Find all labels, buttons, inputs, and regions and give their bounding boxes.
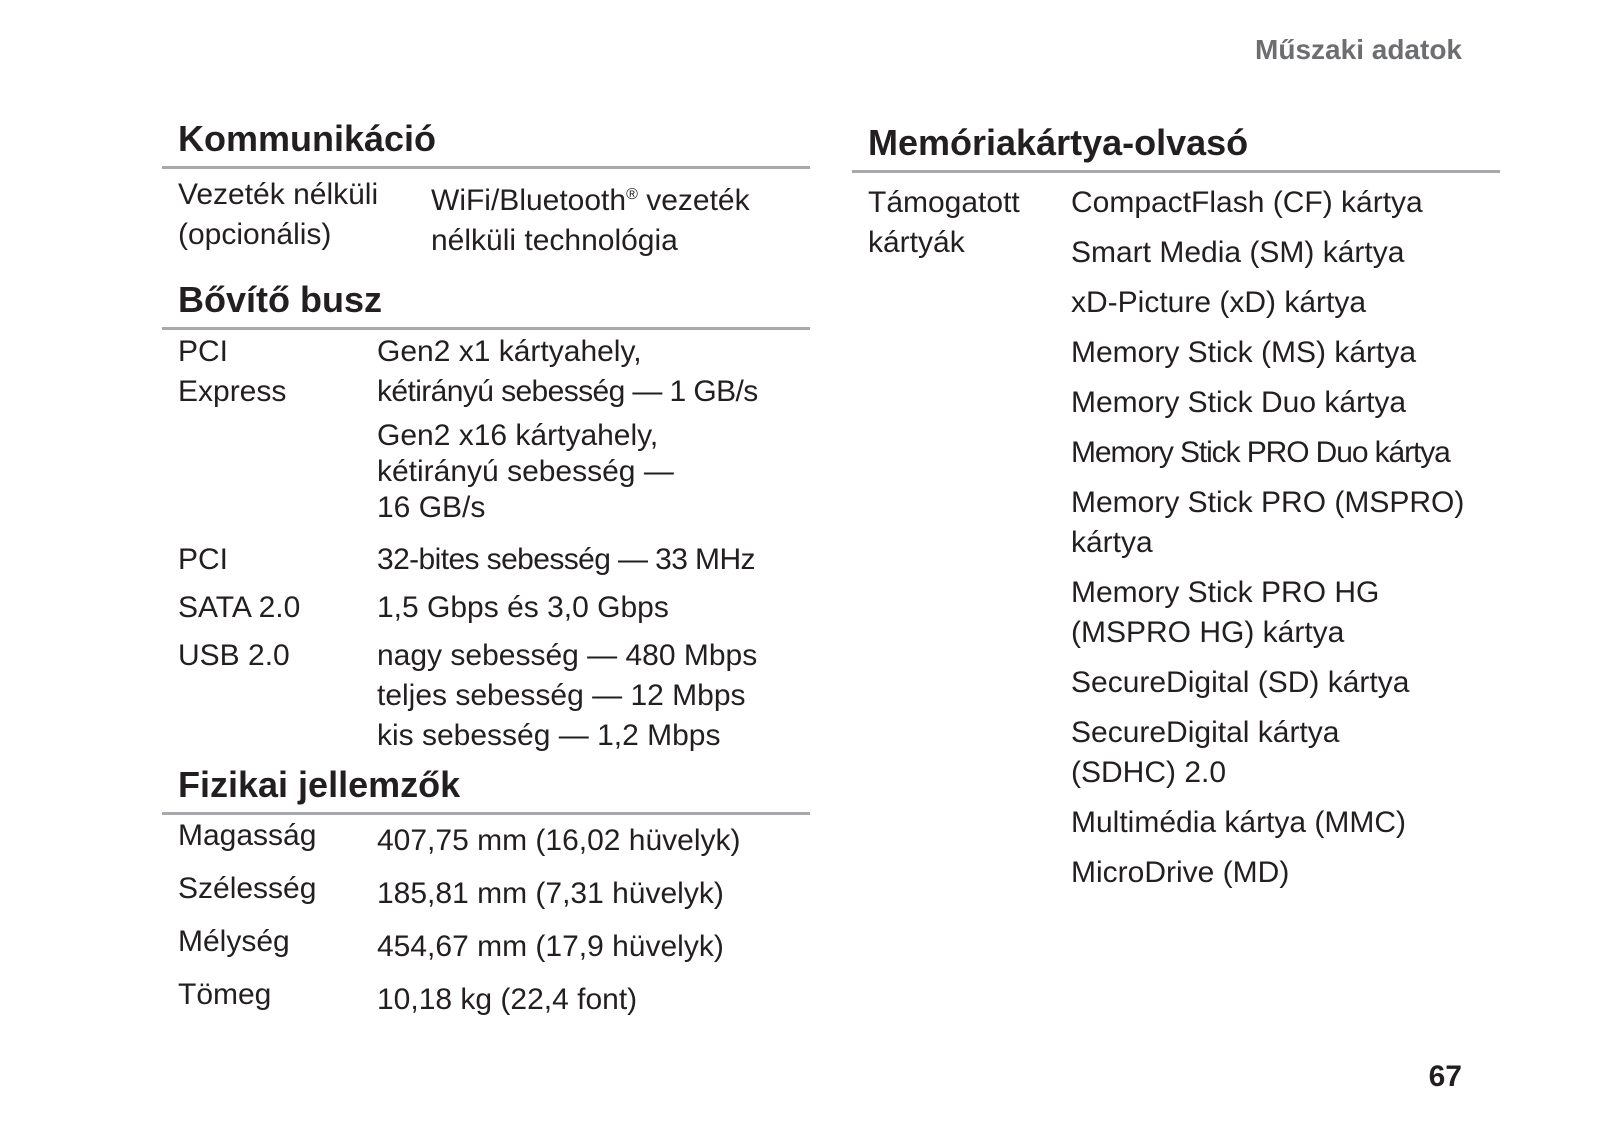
- label-line: PCI: [178, 543, 229, 576]
- spec-values: [431, 175, 810, 261]
- registered-mark: ®: [626, 186, 638, 203]
- label-line: Vezeték nélküli: [178, 178, 379, 211]
- list-item: [1071, 483, 1500, 563]
- label-line: Támogatott: [868, 186, 1020, 219]
- card-list: [1071, 183, 1500, 903]
- card-line: Memory Stick (MS) kártya: [1071, 336, 1417, 369]
- spec-row-pci: [162, 540, 810, 580]
- value-line: Gen2 x16 kártyahely,: [377, 419, 659, 452]
- value-line: nagy sebesség — 480 Mbps: [377, 639, 758, 672]
- label-line: kártyák: [868, 226, 965, 259]
- spec-label: [178, 636, 377, 756]
- spec-row-weight: [162, 980, 810, 1020]
- list-item: [1071, 853, 1500, 893]
- card-line: Memory Stick PRO Duo kártya: [1071, 436, 1450, 469]
- page-number: 67: [1428, 1060, 1462, 1093]
- spec-label: Szélesség: [178, 872, 317, 905]
- spec-label: Tömeg: [178, 978, 272, 1011]
- physical-table: [162, 821, 810, 1020]
- list-item: [1071, 283, 1500, 323]
- spec-row-width: [162, 874, 810, 914]
- label-line: (opcionális): [178, 218, 332, 251]
- value-line: 16 GB/s: [377, 491, 486, 524]
- card-line: (SDHC) 2.0: [1071, 756, 1227, 789]
- value-line: 32-bites sebesség — 33 MHz: [377, 543, 755, 576]
- spec-label: [178, 540, 377, 580]
- spec-row-depth: [162, 927, 810, 967]
- value-line: kétirányú sebesség —: [377, 455, 674, 488]
- card-line: Multimédia kártya (MMC): [1071, 806, 1407, 839]
- spec-row-usb: [162, 636, 810, 756]
- card-line: Memory Stick Duo kártya: [1071, 386, 1407, 419]
- spec-value: 454,67 mm (17,9 hüvelyk): [377, 930, 724, 963]
- section-title-card-reader: Memóriakártya-olvasó: [852, 122, 1500, 173]
- card-line: Smart Media (SM) kártya: [1071, 236, 1405, 269]
- value-line: Gen2 x1 kártyahely,: [377, 335, 642, 368]
- spec-row-sata: [162, 588, 810, 628]
- spec-values: [377, 636, 810, 756]
- list-item: [1071, 573, 1500, 653]
- left-column: [162, 118, 810, 1033]
- card-line: SecureDigital kártya: [1071, 716, 1340, 749]
- spec-label: Mélység: [178, 925, 290, 958]
- label-line: PCI: [178, 335, 229, 368]
- spec-row-supported-cards: [852, 183, 1500, 903]
- list-item: [1071, 433, 1500, 473]
- spec-label: [178, 588, 377, 628]
- card-line: Memory Stick PRO HG: [1071, 576, 1380, 609]
- value-line: teljes sebesség — 12 Mbps: [377, 679, 746, 712]
- card-line: CompactFlash (CF) kártya: [1071, 186, 1423, 219]
- list-item: [1071, 383, 1500, 423]
- spec-row-pci-express: [162, 332, 810, 532]
- spec-values: [377, 332, 810, 532]
- spec-row-wireless: [162, 175, 810, 261]
- spec-value: 185,81 mm (7,31 hüvelyk): [377, 877, 724, 910]
- running-head-title: Műszaki adatok: [1255, 34, 1462, 65]
- value-group: [377, 418, 810, 526]
- spec-values: [377, 540, 810, 580]
- value-line: 1,5 Gbps és 3,0 Gbps: [377, 591, 669, 624]
- list-item: [1071, 333, 1500, 373]
- value-line: kis sebesség — 1,2 Mbps: [377, 719, 721, 752]
- card-line: Memory Stick PRO (MSPRO): [1071, 486, 1465, 519]
- expansion-bus-table: [162, 332, 810, 756]
- card-line: MicroDrive (MD): [1071, 856, 1290, 889]
- card-line: SecureDigital (SD) kártya: [1071, 666, 1410, 699]
- spec-value: 10,18 kg (22,4 font): [377, 983, 638, 1016]
- spec-label: [868, 183, 1071, 903]
- label-line: SATA 2.0: [178, 591, 301, 624]
- card-line: kártya: [1071, 526, 1153, 559]
- spec-row-height: [162, 821, 810, 861]
- value-text: WiFi/Bluetooth: [431, 184, 627, 217]
- section-title-physical: Fizikai jellemzők: [162, 764, 810, 815]
- spec-label: Magasság: [178, 819, 317, 852]
- spec-values: [377, 588, 810, 628]
- card-line: xD-Picture (xD) kártya: [1071, 286, 1367, 319]
- section-title-expansion-bus: Bővítő busz: [162, 279, 810, 330]
- list-item: [1071, 233, 1500, 273]
- section-title-communication: Kommunikáció: [162, 118, 810, 169]
- value-line: nélküli technológia: [431, 224, 678, 257]
- value-line: [431, 175, 810, 221]
- spec-label: [178, 332, 377, 532]
- right-column: [852, 122, 1500, 903]
- value-text: vezeték: [637, 184, 750, 217]
- label-line: Express: [178, 375, 287, 408]
- spec-label: [178, 175, 431, 261]
- list-item: [1071, 183, 1500, 223]
- list-item: [1071, 803, 1500, 843]
- list-item: [1071, 713, 1500, 793]
- list-item: [1071, 663, 1500, 703]
- value-line: kétirányú sebesség — 1 GB/s: [377, 375, 758, 408]
- label-line: USB 2.0: [178, 639, 290, 672]
- spec-value: 407,75 mm (16,02 hüvelyk): [377, 824, 741, 857]
- card-line: (MSPRO HG) kártya: [1071, 616, 1345, 649]
- value-group: [377, 332, 810, 412]
